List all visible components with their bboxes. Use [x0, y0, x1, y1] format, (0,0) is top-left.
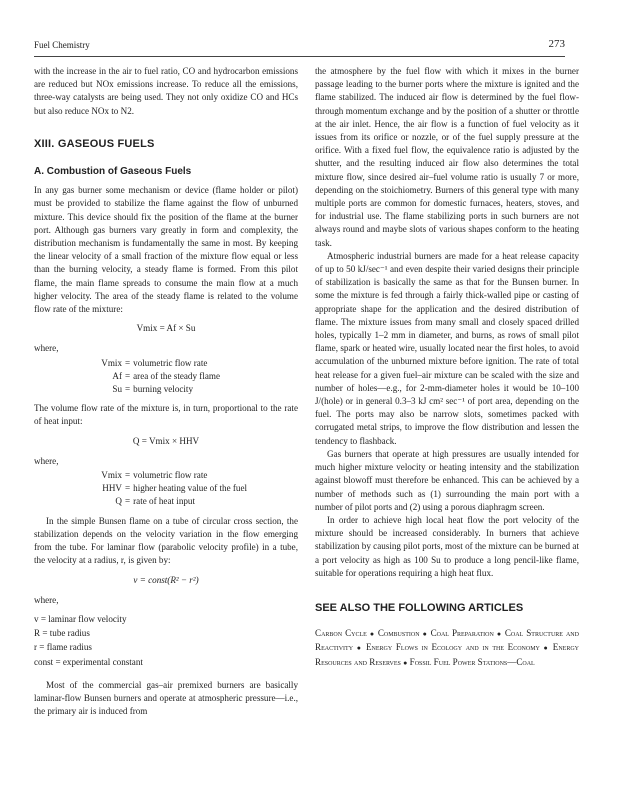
definition-list [34, 613, 298, 669]
running-title: Fuel Chemistry [34, 40, 90, 50]
see-also-link[interactable]: Energy Resources and Reserves [315, 642, 580, 667]
definition-item: Q = rate of heat input [115, 496, 196, 507]
definition-item: R = tube radius [34, 628, 90, 639]
see-also-link[interactable]: Energy Flows in Ecology and in the Economy [365, 642, 540, 653]
page-number: 273 [548, 38, 565, 50]
definition-list [34, 469, 298, 509]
left-column [34, 65, 298, 718]
where-label: where, [34, 594, 59, 605]
intro-paragraph: with the increase in the air to fuel ratio, CO and hydrocarbon emissions are reduced but NOx emissions increase. To reduce all the emissions, three-way catalysts are being used. They not only oxidize CO and HCs but also reduce NOx to N2. [34, 66, 298, 116]
definition-item: r = flame radius [34, 642, 92, 653]
header-rule [34, 56, 565, 57]
equation-heat-input: Q = Vmix × HHV [132, 435, 200, 446]
see-also-link[interactable]: Coal Structure and Reactivity [315, 628, 579, 653]
definition-item: HHV = higher heating value of the fuel [102, 483, 248, 494]
definition-item: const = experimental constant [34, 656, 143, 667]
see-also-list: Carbon Cycle ● Combustion ● Coal Preparation ● Coal Structure and Reactivity ● Energy Flows in Ecology and in the Economy ● Energy Resources and Reserves ● Fossil Fuel Power Stations—Coal [315, 628, 580, 667]
see-also-link[interactable]: Fossil Fuel Power Stations—Coal [409, 656, 535, 667]
where-label: where, [34, 455, 59, 466]
right-column [315, 65, 579, 670]
paragraph: Most of the commercial gas–air premixed burners are basically laminar-flow Bunsen burners and operate at atmospheric pressure—i.e., the primary air is induced from [34, 679, 298, 717]
paragraph: In any gas burner some mechanism or device (flame holder or pilot) must be provided to stabilize the flame against the flow of unburned mixture. This device should fix the position of the flame at the burner port. Although gas burners vary greatly in form and complexity, the distribution mechanism is fundamentally the same in most. By keeping the linear velocity of a small fraction of the mixture flow equal or less than the burning velocity, a steady flame is formed. From this pilot flame, the main flame spreads to consume the main flow at a much higher velocity. The area of the steady flame is related to the volume flow rate of the mixture: [34, 185, 298, 315]
equation-flow-rate: Vmix = Af × Su [136, 323, 196, 334]
paragraph: In the simple Bunsen flame on a tube of circular cross section, the stabilization depends on the velocity variation in the flow emerging from the tube. For laminar flow (parabolic velocity profile) in a tube, the velocity at a radius, r, is given by: [34, 515, 298, 566]
see-also-link[interactable]: Combustion [377, 628, 420, 639]
subsection-heading: A. Combustion of Gaseous Fuels [34, 166, 192, 178]
definition-item: Su = burning velocity [112, 384, 193, 395]
section-heading: XIII. GASEOUS FUELS [34, 137, 155, 150]
paragraph: Atmospheric industrial burners are made for a heat release capacity of up to 50 kJ/sec⁻¹ and even despite their varied designs their principle of stabilization is basically the same as that for the Bunsen burner. In some the mixture is fed through a fairly thick-walled pipe or casting of appropriate shape for the application and the desired distribution of flame. The mixture issues from many small and closely spaced drilled holes, typically 1–2 mm in diameter, and burns, as rows of small pilot flame, spark or heated wire, usually located near the first holes, to avoid accumulation of the unburned mixture before ignition. The rate of total heat release for a given fuel–air mixture can be scaled with the size and number of holes—e.g., for 2-mm-diameter holes it would be 10–100 J/(hole) or in general 0.3–3 kJ cm² sec⁻¹ of port area, depending on the fuel. The ports may also be narrow slots, sometimes packed with corrugated metal strips, to improve the flow distribution and lessen the tendency to flashback. [315, 250, 579, 446]
definition-item: Vmix = volumetric flow rate [101, 470, 208, 481]
paragraph: The volume flow rate of the mixture is, in turn, proportional to the rate of heat input: [34, 403, 298, 427]
equation-velocity: v = const(R² − r²) [133, 574, 199, 585]
definition-item: v = laminar flow velocity [34, 613, 127, 624]
see-also-link[interactable]: Carbon Cycle [315, 628, 367, 639]
definition-item: Vmix = volumetric flow rate [101, 357, 208, 368]
see-also-heading: SEE ALSO THE FOLLOWING ARTICLES [315, 601, 524, 614]
see-also-link[interactable]: Coal Preparation [430, 628, 494, 639]
paragraph: the atmosphere by the fuel flow with which it mixes in the burner passage leading to the burner ports where the mixture is ignited and the flame stabilized. The induced air flow is determined by the fuel flow-through momentum exchange and by the position of a shutter or throttle at the air inlet. Hence, the air flow is a function of fuel velocity as it issues from its orifice or nozzle, or of the fuel supply pressure at the orifice. With a fixed fuel flow, the equivalence ratio is adjusted by the shutter, and the resulting induced air flow also determines the total mixture flow, since desired air–fuel volume ratio is usually 7 or more, depending on the stoichiometry. Burners of this general type with many multiple ports are common for domestic furnaces, heaters, stoves, and for industrial use. The flame stabilizing ports in such burners are not always round and maybe slots of various shapes conform to the heating task. [315, 66, 579, 248]
where-label: where, [34, 343, 59, 354]
definition-item: Af = area of the steady flame [112, 370, 220, 381]
paragraph: Gas burners that operate at high pressures are usually intended for much higher mixture velocity or heating intensity and the stabilization against blowoff must therefore be enhanced. This can be achieved by a number of methods such as (1) surrounding the main port with a number of pilot ports and (2) using a porous diaphragm screen. [315, 448, 579, 512]
paragraph: In order to achieve high local heat flow the port velocity of the mixture should be increased considerably. In burners that achieve stabilization by causing pilot ports, most of the mixture can be burned at a port velocity as high as 100 Su to produce a long pencil-like flame, suitable for operations requiring a high heat flux. [315, 514, 579, 578]
definition-list [34, 357, 298, 397]
